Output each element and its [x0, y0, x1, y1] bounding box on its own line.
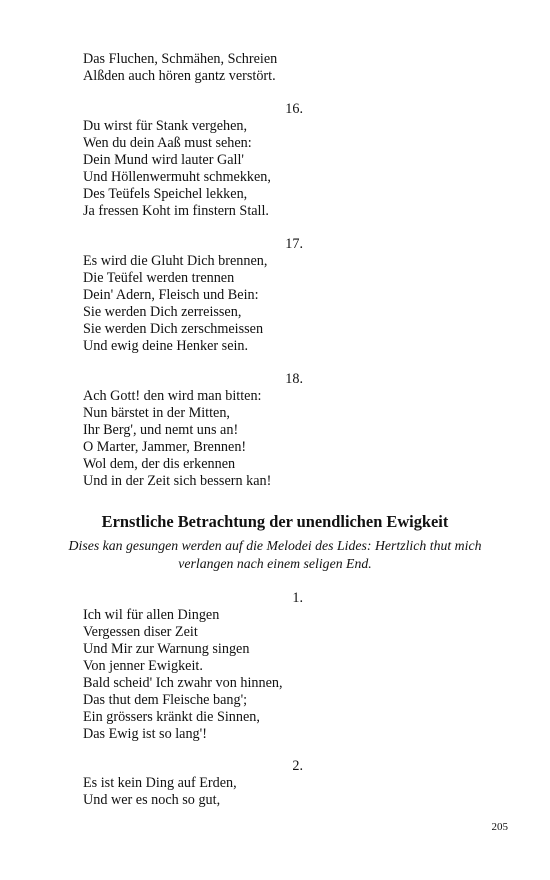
verse-line: Die Teüfel werden trennen	[83, 270, 235, 286]
verse-line: Wen du dein Aaß must sehen:	[83, 135, 252, 151]
verse-line: Dein' Adern, Fleisch und Bein:	[83, 287, 259, 303]
verse-line: Und wer es noch so gut,	[83, 792, 221, 808]
verse-line: Bald scheid' Ich zwahr von hinnen,	[83, 675, 283, 691]
stanza-number: 18.	[285, 371, 303, 387]
verse-line: Ach Gott! den wird man bitten:	[83, 388, 262, 404]
verse-line: Nun bärstet in der Mitten,	[83, 405, 230, 421]
stanza-16	[83, 118, 503, 220]
verse-line: Sie werden Dich zerreissen,	[83, 304, 242, 320]
stanza-2	[83, 775, 503, 809]
stanza-number: 16.	[285, 101, 303, 117]
verse-line: Sie werden Dich zerschmeissen	[83, 321, 264, 337]
verse-line: Vergessen diser Zeit	[83, 624, 198, 640]
verse-line: Und Mir zur Warnung singen	[83, 641, 250, 657]
verse-line: Des Teüfels Speichel lekken,	[83, 186, 248, 202]
verse-line: Das Ewig ist so lang'!	[83, 726, 207, 742]
stanza-18	[83, 388, 503, 490]
verse-line: Ich wil für allen Dingen	[83, 607, 220, 623]
stanza-17	[83, 253, 503, 355]
page-number: 205	[491, 821, 508, 833]
verse-line: Das Fluchen, Schmähen, Schreien	[83, 51, 278, 67]
verse-line: Es ist kein Ding auf Erden,	[83, 775, 237, 791]
stanza-1	[83, 607, 503, 743]
verse-line: Wol dem, der dis erkennen	[83, 456, 236, 472]
verse-line: Und ewig deine Henker sein.	[83, 338, 249, 354]
verse-line: Dein Mund wird lauter Gall'	[83, 152, 244, 168]
verse-line: Ihr Berg', und nemt uns an!	[83, 422, 239, 438]
stanza-number: 17.	[285, 236, 303, 252]
verse-line: Und in der Zeit sich bessern kan!	[83, 473, 272, 489]
verse-line: O Marter, Jammer, Brennen!	[83, 439, 247, 455]
section-subtitle: Dises kan gesungen werden auf die Melodei des Lides: Hertzlich thut mich verlangen nach einem seligen End.	[68, 538, 482, 571]
verse-line: Ein grössers kränkt die Sinnen,	[83, 709, 260, 725]
verse-line: Es wird die Gluht Dich brennen,	[83, 253, 268, 269]
section-title: Ernstliche Betrachtung der unendlichen Ewigkeit	[101, 512, 449, 531]
verse-line: Du wirst für Stank vergehen,	[83, 118, 248, 134]
verse-line: Ja fressen Koht im finstern Stall.	[83, 203, 269, 219]
verse-line: Von jenner Ewigkeit.	[83, 658, 203, 674]
verse-line: Das thut dem Fleische bang';	[83, 692, 248, 708]
stanza-number: 1.	[292, 590, 303, 606]
verse-line: Alßden auch hören gantz verstört.	[83, 68, 276, 84]
verse-line: Und Höllenwermuht schmekken,	[83, 169, 271, 185]
stanza-continuation	[83, 51, 503, 85]
stanza-number: 2.	[292, 758, 303, 774]
